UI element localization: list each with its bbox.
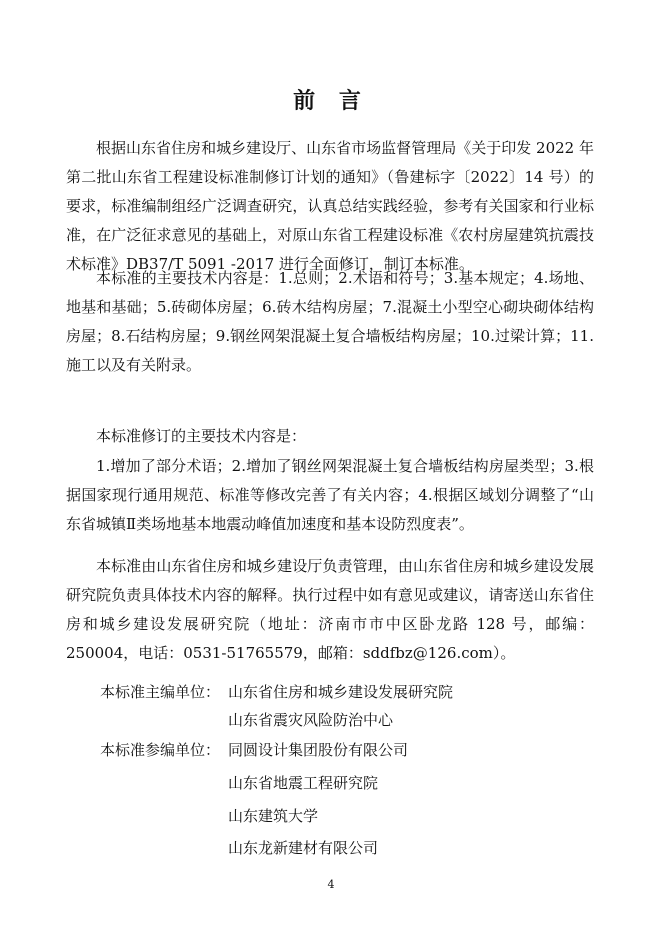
chief-editor-unit: 山东省住房和城乡建设发展研究院	[228, 683, 454, 701]
participating-editor-unit: 山东建筑大学	[228, 807, 319, 825]
paragraph-management-contact: 本标准由山东省住房和城乡建设厅负责管理，由山东省住房和城乡建设发展研究院负责具体技术内容的解释。执行过程中如有意见或建议，请寄送山东省住房和城乡建设发展研究院（地址：济南市市中区卧龙路 128 号，邮编：250004，电话：0531-51765579，邮箱：sddfbz@126.com）。	[66, 557, 594, 662]
page-title: 前 言	[293, 88, 369, 114]
chief-editor-unit: 山东省震灾风险防治中心	[228, 711, 394, 729]
paragraph-revision-heading: 本标准修订的主要技术内容是：	[96, 427, 307, 445]
chief-editor-label: 本标准主编单位：	[100, 683, 221, 701]
page-number: 4	[327, 878, 335, 891]
participating-editor-unit: 山东龙新建材有限公司	[228, 839, 379, 857]
paragraph-background: 根据山东省住房和城乡建设厅、山东省市场监督管理局《关于印发 2022 年第二批山东省工程建设标准制修订计划的通知》（鲁建标字〔2022〕14 号）的要求，标准编制组经广泛调查研究，认真总结实践经验，参考有关国家和行业标准，在广泛征求意见的基础上，对原山东省工程建设标准《农村房屋建筑抗震技术标准》DB37/T 5091 -2017 进行全面修订，制订本标准。	[66, 139, 594, 273]
paragraph-revision-details: 1.增加了部分术语；2.增加了钢丝网架混凝土复合墙板结构房屋类型；3.根据国家现行通用规范、标准等修改完善了有关内容；4.根据区域划分调整了“山东省城镇Ⅱ类场地基本地震动峰值加速度和基本设防烈度表”。	[66, 457, 594, 533]
participating-editor-unit: 山东省地震工程研究院	[228, 774, 379, 792]
paragraph-main-content: 本标准的主要技术内容是：1.总则；2.术语和符号；3.基本规定；4.场地、地基和基础；5.砖砌体房屋；6.砖木结构房屋；7.混凝土小型空心砌块砌体结构房屋；8.石结构房屋；9.钢丝网架混凝土复合墙板结构房屋；10.过梁计算；11.施工以及有关附录。	[66, 269, 594, 374]
participating-editor-unit: 同圆设计集团股份有限公司	[228, 741, 409, 759]
participating-editor-label: 本标准参编单位：	[100, 741, 221, 759]
